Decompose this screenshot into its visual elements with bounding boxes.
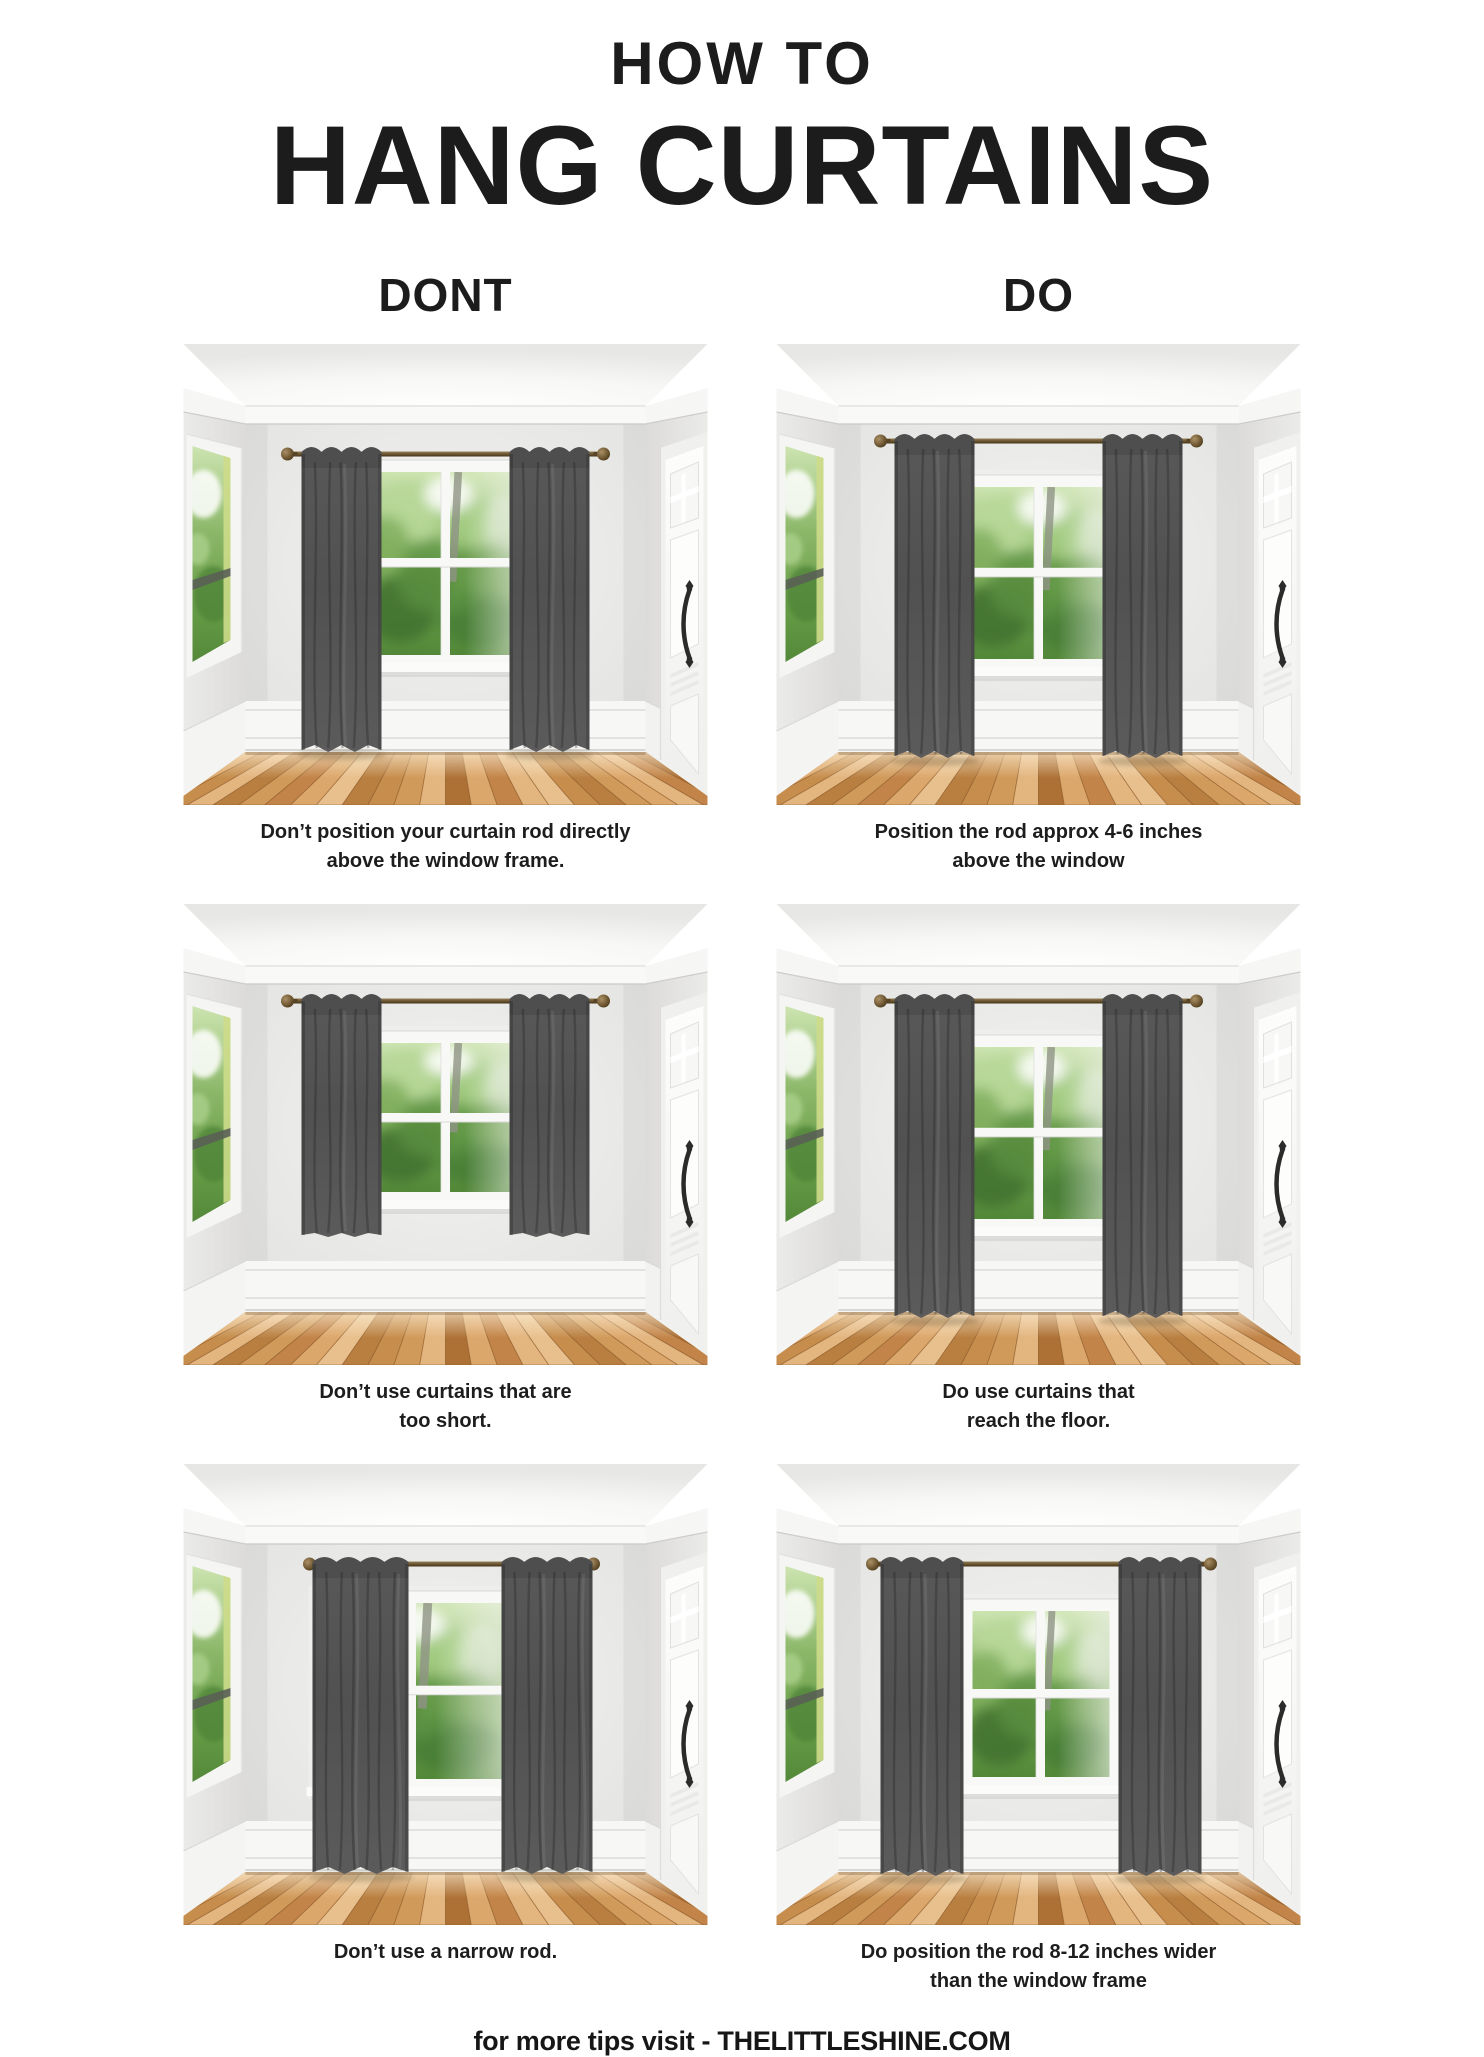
caption-do-floor-length-curtains bbox=[776, 1365, 1301, 1464]
panel-dont-rod-at-frame bbox=[183, 344, 708, 904]
caption-line: too short. bbox=[399, 1410, 492, 1432]
left-curtain bbox=[302, 994, 382, 1237]
caption-line: than the window frame bbox=[930, 1970, 1147, 1992]
caption-line: above the window bbox=[952, 850, 1125, 872]
caption-line: above the window frame. bbox=[326, 850, 565, 872]
right-curtain bbox=[1099, 434, 1187, 766]
panel-do-rod-above-window bbox=[776, 344, 1301, 904]
left-curtain bbox=[876, 1557, 967, 1884]
caption-dont-narrow-rod bbox=[183, 1925, 708, 2024]
caption-line: Do use curtains that bbox=[942, 1381, 1135, 1403]
room-illustration bbox=[183, 1464, 708, 1925]
page-title: HANG CURTAINS bbox=[269, 103, 1215, 228]
page-header bbox=[0, 0, 1484, 228]
caption-do-rod-above-window bbox=[776, 805, 1301, 904]
room-illustration bbox=[183, 904, 708, 1365]
room-illustration bbox=[183, 344, 708, 805]
room-illustration bbox=[776, 904, 1301, 1365]
left-curtain bbox=[891, 994, 979, 1326]
caption-line: Don’t use a narrow rod. bbox=[333, 1941, 558, 1963]
column-headers bbox=[183, 269, 1301, 321]
caption-do-wide-rod bbox=[776, 1925, 1301, 2024]
room-scene-rod-above-window bbox=[776, 344, 1301, 805]
room-scene-rod-at-frame bbox=[183, 344, 708, 805]
panel-do-wide-rod bbox=[776, 1464, 1301, 2024]
caption-line: reach the floor. bbox=[966, 1410, 1111, 1432]
right-curtain bbox=[510, 994, 590, 1237]
title-kicker: HOW TO bbox=[610, 30, 874, 97]
panel-dont-short-curtains bbox=[183, 904, 708, 1464]
right-curtain bbox=[506, 447, 594, 760]
caption-line: Don’t position your curtain rod directly bbox=[260, 821, 631, 843]
footer-credit: for more tips visit - THELITTLESHINE.COM bbox=[473, 2026, 1011, 2056]
caption-line: Do position the rod 8-12 inches wider bbox=[860, 1941, 1217, 1963]
column-header-do: DO bbox=[1003, 269, 1074, 321]
column-header-dont: DONT bbox=[378, 269, 513, 321]
caption-line: Position the rod approx 4-6 inches bbox=[874, 821, 1203, 843]
right-curtain bbox=[1099, 994, 1187, 1326]
caption-dont-short-curtains bbox=[183, 1365, 708, 1464]
room-scene-wide-rod bbox=[776, 1464, 1301, 1925]
panel-do-floor-length-curtains bbox=[776, 904, 1301, 1464]
left-curtain bbox=[308, 1557, 414, 1882]
room-illustration bbox=[776, 344, 1301, 805]
room-scene-short-curtains bbox=[183, 904, 708, 1365]
caption-line: Don’t use curtains that are bbox=[319, 1381, 572, 1403]
right-curtain bbox=[1114, 1557, 1205, 1884]
caption-dont-rod-at-frame bbox=[183, 805, 708, 904]
panel-dont-narrow-rod bbox=[183, 1464, 708, 2024]
right-curtain bbox=[497, 1557, 597, 1882]
room-scene-narrow-rod bbox=[183, 1464, 708, 1925]
left-curtain bbox=[298, 447, 386, 760]
room-scene-floor-length-curtains bbox=[776, 904, 1301, 1365]
comparison-grid bbox=[183, 344, 1301, 2024]
room-illustration bbox=[776, 1464, 1301, 1925]
left-curtain bbox=[891, 434, 979, 766]
